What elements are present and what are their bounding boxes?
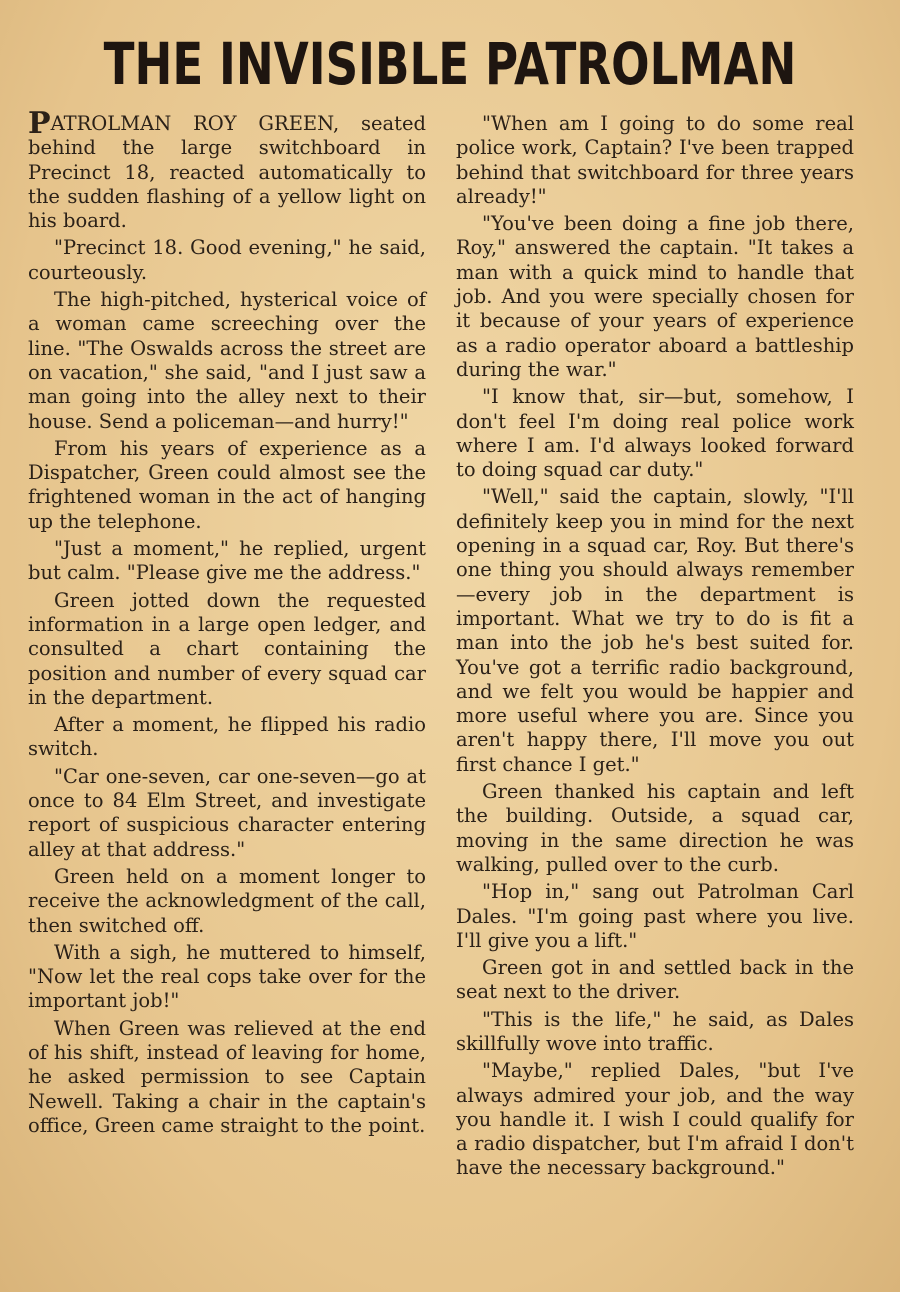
paragraph: After a moment, he flipped his radio switch.: [28, 713, 426, 761]
paragraph: When Green was relieved at the end of his shift, instead of leaving for home, he asked permission to see Captain Newell. Taking a chair in the captain's office, Green came straight to the point.: [28, 1016, 426, 1137]
page-title: THE INVISIBLE PATROLMAN: [103, 30, 797, 98]
left-column: [28, 106, 426, 1141]
right-column: [456, 112, 854, 1184]
paragraph: "I know that, sir—but, somehow, I don't feel I'm doing real police work where I am. I'd always looked forward to doing squad car duty.": [456, 385, 854, 482]
paragraph: "Well," said the captain, slowly, "I'll definitely keep you in mind for the next opening in a squad car, Roy. But there's one thing you should always remember—every job in the department is important. What we try to do is fit a man into the job he's best suited for. You've got a terrific radio background, and we felt you would be happier and more useful where you are. Since you aren't happy there, I'll move you out first chance I get.": [456, 485, 854, 776]
paragraph: "Just a moment," he replied, urgent but calm. "Please give me the address.": [28, 537, 426, 585]
drop-cap: P: [28, 106, 51, 141]
paragraph: With a sigh, he muttered to himself, "Now let the real cops take over for the important job!": [28, 940, 426, 1013]
paragraph: "You've been doing a fine job there, Roy," answered the captain. "It takes a man with a quick mind to handle that job. And you were specially chosen for it because of your years of experience as a radio operator aboard a battleship during the war.": [456, 212, 854, 381]
paragraph: Green thanked his captain and left the building. Outside, a squad car, moving in the same direction he was walking, pulled over to the curb.: [456, 780, 854, 876]
paragraph: [28, 106, 426, 233]
paragraph: "Hop in," sang out Patrolman Carl Dales. "I'm going past where you live. I'll give you a lift.": [456, 880, 854, 952]
paragraph: Green got in and settled back in the seat next to the driver.: [456, 956, 854, 1004]
paragraph: The high-pitched, hysterical voice of a woman came screeching over the line. "The Oswalds across the street are on vacation," she said, "and I just saw a man going into the alley next to their house. Send a policeman—and hurry!": [28, 288, 426, 433]
paragraph: "This is the life," he said, as Dales skillfully wove into traffic.: [456, 1007, 854, 1055]
paragraph-text: ATROLMAN ROY GREEN, seated behind the large switchboard in Precinct 18, reacted automatically to the sudden flashing of a yellow light on his board.: [28, 112, 426, 233]
paragraph: Green jotted down the requested information in a large open ledger, and consulted a chart containing the position and number of every squad car in the department.: [28, 588, 426, 709]
paragraph: From his years of experience as a Dispatcher, Green could almost see the frightened woman in the act of hanging up the telephone.: [28, 436, 426, 533]
paragraph: "Car one-seven, car one-seven—go at once to 84 Elm Street, and investigate report of suspicious character entering alley at that address.": [28, 764, 426, 861]
paragraph: "Maybe," replied Dales, "but I've always admired your job, and the way you handle it. I wish I could qualify for a radio dispatcher, but I'm afraid I don't have the necessary background.": [456, 1059, 854, 1180]
paragraph: Green held on a moment longer to receive the acknowledgment of the call, then switched off.: [28, 864, 426, 937]
paragraph: "Precinct 18. Good evening," he said, courteously.: [28, 236, 426, 284]
paragraph: "When am I going to do some real police work, Captain? I've been trapped behind that switchboard for three years already!": [456, 112, 854, 208]
